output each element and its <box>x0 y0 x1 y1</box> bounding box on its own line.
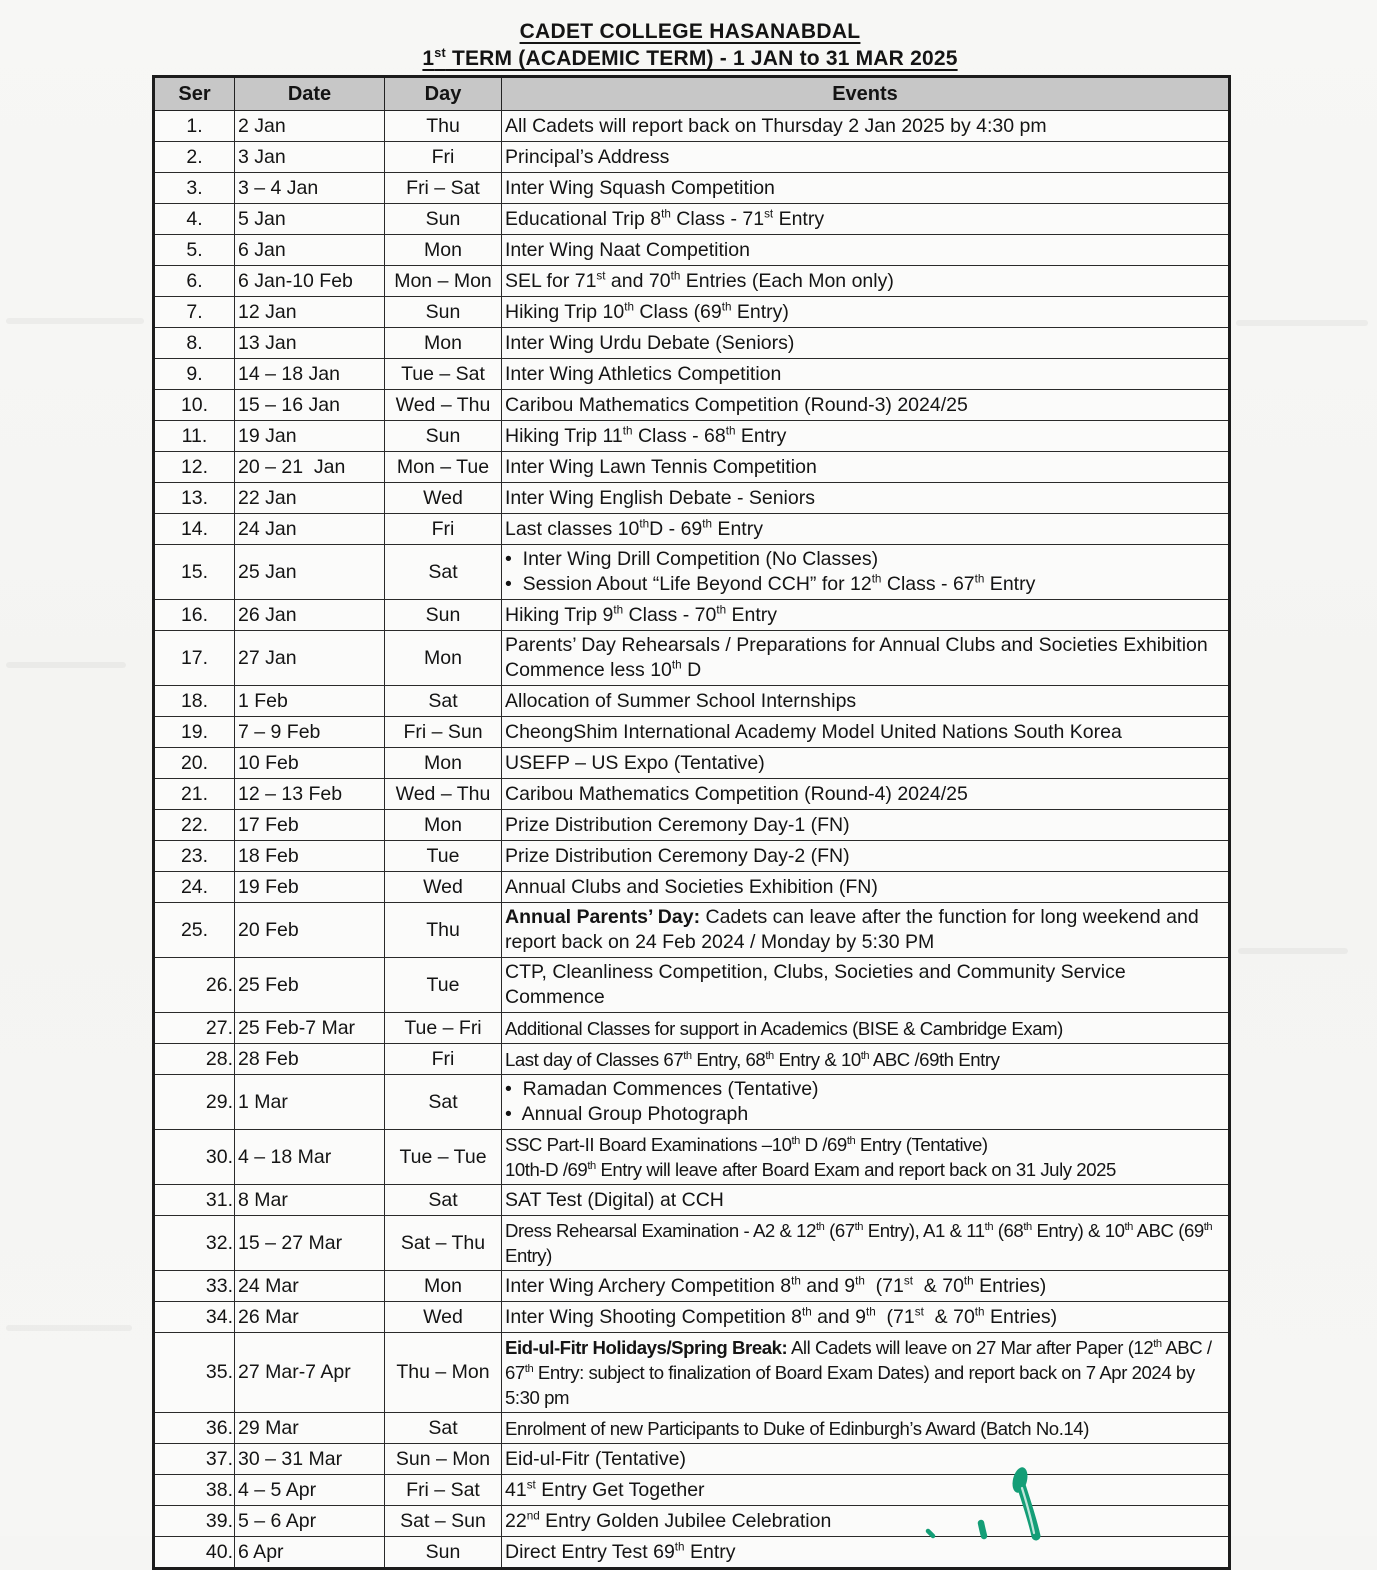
document-header <box>152 20 1228 71</box>
event-cell: Inter Wing Urdu Debate (Seniors) <box>502 328 1230 359</box>
date-cell: 2 Jan <box>235 111 385 142</box>
table-row <box>154 235 1230 266</box>
day-cell: Thu – Mon <box>385 1333 502 1413</box>
event-cell: 22nd Entry Golden Jubilee Celebration <box>502 1506 1230 1537</box>
event-cell: All Cadets will report back on Thursday 2 Jan 2025 by 4:30 pm <box>502 111 1230 142</box>
event-cell: Eid-ul-Fitr Holidays/Spring Break: All Cadets will leave on 27 Mar after Paper (12th ABC / 67th Entry: subject to finalization of Board Exam Dates) and report back on 7 Apr 2024 by 5:30 pm <box>502 1333 1230 1413</box>
date-cell: 6 Apr <box>235 1537 385 1569</box>
ser-cell: 34. <box>154 1302 235 1333</box>
table-row <box>154 1075 1230 1130</box>
event-cell: Annual Parents’ Day: Cadets can leave after the function for long weekend and report back on 24 Feb 2024 / Monday by 5:30 PM <box>502 903 1230 958</box>
event-cell: Hiking Trip 10th Class (69th Entry) <box>502 297 1230 328</box>
date-cell: 10 Feb <box>235 748 385 779</box>
day-cell: Mon – Tue <box>385 452 502 483</box>
event-cell: Enrolment of new Participants to Duke of Edinburgh’s Award (Batch No.14) <box>502 1413 1230 1444</box>
day-cell: Tue – Sat <box>385 359 502 390</box>
ser-cell: 3. <box>154 173 235 204</box>
event-cell: Allocation of Summer School Internships <box>502 686 1230 717</box>
table-row <box>154 452 1230 483</box>
day-cell: Tue – Tue <box>385 1130 502 1185</box>
ser-cell: 20. <box>154 748 235 779</box>
event-cell: Inter Wing Naat Competition <box>502 235 1230 266</box>
date-cell: 7 – 9 Feb <box>235 717 385 748</box>
date-cell: 14 – 18 Jan <box>235 359 385 390</box>
day-cell: Wed <box>385 872 502 903</box>
day-cell: Mon <box>385 810 502 841</box>
event-cell: CTP, Cleanliness Competition, Clubs, Societies and Community Service Commence <box>502 958 1230 1013</box>
day-cell: Sat <box>385 545 502 600</box>
ser-cell: 36. <box>154 1413 235 1444</box>
date-cell: 30 – 31 Mar <box>235 1444 385 1475</box>
ser-cell: 35. <box>154 1333 235 1413</box>
day-cell: Fri <box>385 1044 502 1075</box>
table-row <box>154 111 1230 142</box>
date-cell: 20 – 21 Jan <box>235 452 385 483</box>
date-cell: 28 Feb <box>235 1044 385 1075</box>
event-cell: Inter Wing Archery Competition 8th and 9th (71st & 70th Entries) <box>502 1271 1230 1302</box>
day-cell: Sat – Thu <box>385 1216 502 1271</box>
date-cell: 19 Feb <box>235 872 385 903</box>
event-cell: Eid-ul-Fitr (Tentative) <box>502 1444 1230 1475</box>
table-row <box>154 328 1230 359</box>
event-cell: • Inter Wing Drill Competition (No Classes) • Session About “Life Beyond CCH” for 12th Class - 67th Entry <box>502 545 1230 600</box>
date-cell: 27 Jan <box>235 631 385 686</box>
date-cell: 17 Feb <box>235 810 385 841</box>
day-cell: Sat <box>385 1413 502 1444</box>
ser-cell: 17. <box>154 631 235 686</box>
table-row <box>154 421 1230 452</box>
event-cell: Hiking Trip 11th Class - 68th Entry <box>502 421 1230 452</box>
day-cell: Wed – Thu <box>385 779 502 810</box>
table-row <box>154 686 1230 717</box>
ser-cell: 31. <box>154 1185 235 1216</box>
scan-noise <box>6 318 144 324</box>
event-cell: CheongShim International Academy Model United Nations South Korea <box>502 717 1230 748</box>
signature-ink-stroke <box>900 1455 1090 1536</box>
date-cell: 4 – 5 Apr <box>235 1475 385 1506</box>
ser-cell: 9. <box>154 359 235 390</box>
table-row <box>154 841 1230 872</box>
date-cell: 12 Jan <box>235 297 385 328</box>
day-cell: Fri <box>385 514 502 545</box>
date-cell: 26 Mar <box>235 1302 385 1333</box>
ser-cell: 23. <box>154 841 235 872</box>
day-cell: Sun <box>385 421 502 452</box>
table-row <box>154 545 1230 600</box>
date-cell: 5 – 6 Apr <box>235 1506 385 1537</box>
table-row <box>154 1537 1230 1569</box>
ser-cell: 25. <box>154 903 235 958</box>
event-cell: SSC Part-II Board Examinations –10th D /69th Entry (Tentative) 10th-D /69th Entry will leave after Board Exam and report back on 31 July 2025 <box>502 1130 1230 1185</box>
scan-noise <box>1238 948 1348 954</box>
date-cell: 25 Feb <box>235 958 385 1013</box>
table-row <box>154 1185 1230 1216</box>
event-cell: USEFP – US Expo (Tentative) <box>502 748 1230 779</box>
ser-cell: 39. <box>154 1506 235 1537</box>
event-cell: Annual Clubs and Societies Exhibition (FN) <box>502 872 1230 903</box>
day-cell: Wed – Thu <box>385 390 502 421</box>
day-cell: Sun <box>385 204 502 235</box>
ser-cell: 2. <box>154 142 235 173</box>
date-cell: 25 Feb-7 Mar <box>235 1013 385 1044</box>
ser-cell: 5. <box>154 235 235 266</box>
ser-cell: 14. <box>154 514 235 545</box>
table-row <box>154 297 1230 328</box>
date-cell: 15 – 27 Mar <box>235 1216 385 1271</box>
ser-cell: 18. <box>154 686 235 717</box>
table-row <box>154 1413 1230 1444</box>
day-cell: Tue <box>385 841 502 872</box>
col-header-date: Date <box>235 77 385 111</box>
date-cell: 26 Jan <box>235 600 385 631</box>
ser-cell: 37. <box>154 1444 235 1475</box>
day-cell: Mon <box>385 748 502 779</box>
table-row <box>154 1333 1230 1413</box>
event-cell: Prize Distribution Ceremony Day-2 (FN) <box>502 841 1230 872</box>
event-cell: Last classes 10thD - 69th Entry <box>502 514 1230 545</box>
ser-cell: 24. <box>154 872 235 903</box>
date-cell: 5 Jan <box>235 204 385 235</box>
table-row <box>154 1013 1230 1044</box>
table-row <box>154 142 1230 173</box>
ser-cell: 8. <box>154 328 235 359</box>
table-row <box>154 631 1230 686</box>
event-cell: Inter Wing Shooting Competition 8th and 9th (71st & 70th Entries) <box>502 1302 1230 1333</box>
event-cell: Parents’ Day Rehearsals / Preparations for Annual Clubs and Societies Exhibition Commence less 10th D <box>502 631 1230 686</box>
ser-cell: 26. <box>154 958 235 1013</box>
table-row <box>154 1130 1230 1185</box>
ser-cell: 21. <box>154 779 235 810</box>
table-body <box>154 111 1230 1569</box>
date-cell: 8 Mar <box>235 1185 385 1216</box>
table-row <box>154 600 1230 631</box>
day-cell: Mon <box>385 1271 502 1302</box>
col-header-events: Events <box>502 77 1230 111</box>
date-cell: 13 Jan <box>235 328 385 359</box>
table-row <box>154 483 1230 514</box>
day-cell: Tue <box>385 958 502 1013</box>
table-row <box>154 266 1230 297</box>
ser-cell: 13. <box>154 483 235 514</box>
col-header-day: Day <box>385 77 502 111</box>
event-cell: Additional Classes for support in Academics (BISE & Cambridge Exam) <box>502 1013 1230 1044</box>
ser-cell: 6. <box>154 266 235 297</box>
ser-cell: 28. <box>154 1044 235 1075</box>
day-cell: Sat <box>385 1075 502 1130</box>
date-cell: 29 Mar <box>235 1413 385 1444</box>
day-cell: Sun – Mon <box>385 1444 502 1475</box>
event-cell: Last day of Classes 67th Entry, 68th Entry & 10th ABC /69th Entry <box>502 1044 1230 1075</box>
table-row <box>154 1216 1230 1271</box>
table-row <box>154 390 1230 421</box>
table-row <box>154 173 1230 204</box>
ser-cell: 29. <box>154 1075 235 1130</box>
events-table <box>152 75 1231 1570</box>
scan-noise <box>6 1325 132 1331</box>
ser-cell: 12. <box>154 452 235 483</box>
day-cell: Fri <box>385 142 502 173</box>
day-cell: Fri – Sun <box>385 717 502 748</box>
date-cell: 15 – 16 Jan <box>235 390 385 421</box>
header-row <box>154 77 1230 111</box>
ser-cell: 19. <box>154 717 235 748</box>
scan-noise <box>6 662 126 668</box>
table-row <box>154 1302 1230 1333</box>
day-cell: Sun <box>385 297 502 328</box>
day-cell: Mon <box>385 235 502 266</box>
day-cell: Tue – Fri <box>385 1013 502 1044</box>
event-cell: SEL for 71st and 70th Entries (Each Mon only) <box>502 266 1230 297</box>
day-cell: Wed <box>385 483 502 514</box>
event-cell: Inter Wing Squash Competition <box>502 173 1230 204</box>
table-header <box>154 77 1230 111</box>
ser-cell: 4. <box>154 204 235 235</box>
date-cell: 24 Mar <box>235 1271 385 1302</box>
date-cell: 24 Jan <box>235 514 385 545</box>
date-cell: 25 Jan <box>235 545 385 600</box>
event-cell: • Ramadan Commences (Tentative) • Annual Group Photograph <box>502 1075 1230 1130</box>
ser-cell: 38. <box>154 1475 235 1506</box>
day-cell: Sat <box>385 1185 502 1216</box>
event-cell: Inter Wing Athletics Competition <box>502 359 1230 390</box>
event-cell: Inter Wing Lawn Tennis Competition <box>502 452 1230 483</box>
date-cell: 27 Mar-7 Apr <box>235 1333 385 1413</box>
ser-cell: 22. <box>154 810 235 841</box>
date-cell: 12 – 13 Feb <box>235 779 385 810</box>
date-cell: 20 Feb <box>235 903 385 958</box>
table-row <box>154 1271 1230 1302</box>
ser-cell: 11. <box>154 421 235 452</box>
ser-cell: 15. <box>154 545 235 600</box>
day-cell: Mon <box>385 631 502 686</box>
college-title: CADET COLLEGE HASANABDAL <box>519 20 861 43</box>
ser-cell: 30. <box>154 1130 235 1185</box>
day-cell: Sat – Sun <box>385 1506 502 1537</box>
table-row <box>154 514 1230 545</box>
ser-cell: 27. <box>154 1013 235 1044</box>
day-cell: Thu <box>385 903 502 958</box>
table-row <box>154 872 1230 903</box>
day-cell: Fri – Sat <box>385 173 502 204</box>
event-cell: Educational Trip 8th Class - 71st Entry <box>502 204 1230 235</box>
day-cell: Sun <box>385 600 502 631</box>
table-row <box>154 204 1230 235</box>
table-row <box>154 779 1230 810</box>
table-row <box>154 717 1230 748</box>
date-cell: 19 Jan <box>235 421 385 452</box>
ser-cell: 7. <box>154 297 235 328</box>
day-cell: Mon – Mon <box>385 266 502 297</box>
ser-cell: 40. <box>154 1537 235 1569</box>
event-cell: Principal’s Address <box>502 142 1230 173</box>
event-cell: Caribou Mathematics Competition (Round-3) 2024/25 <box>502 390 1230 421</box>
day-cell: Wed <box>385 1302 502 1333</box>
date-cell: 22 Jan <box>235 483 385 514</box>
ser-cell: 10. <box>154 390 235 421</box>
day-cell: Fri – Sat <box>385 1475 502 1506</box>
event-cell: Direct Entry Test 69th Entry <box>502 1537 1230 1569</box>
event-cell: Caribou Mathematics Competition (Round-4) 2024/25 <box>502 779 1230 810</box>
date-cell: 18 Feb <box>235 841 385 872</box>
event-cell: SAT Test (Digital) at CCH <box>502 1185 1230 1216</box>
event-cell: Hiking Trip 9th Class - 70th Entry <box>502 600 1230 631</box>
day-cell: Sat <box>385 686 502 717</box>
date-cell: 3 Jan <box>235 142 385 173</box>
term-title: 1st TERM (ACADEMIC TERM) - 1 JAN to 31 MAR 2025 <box>422 46 958 70</box>
date-cell: 6 Jan <box>235 235 385 266</box>
date-cell: 3 – 4 Jan <box>235 173 385 204</box>
ser-cell: 33. <box>154 1271 235 1302</box>
table-row <box>154 903 1230 958</box>
scan-noise <box>1236 320 1368 326</box>
table-row <box>154 359 1230 390</box>
date-cell: 1 Feb <box>235 686 385 717</box>
table-row <box>154 748 1230 779</box>
table-row <box>154 1044 1230 1075</box>
date-cell: 4 – 18 Mar <box>235 1130 385 1185</box>
ser-cell: 16. <box>154 600 235 631</box>
day-cell: Sun <box>385 1537 502 1569</box>
event-cell: Inter Wing English Debate - Seniors <box>502 483 1230 514</box>
table-row <box>154 810 1230 841</box>
ser-cell: 32. <box>154 1216 235 1271</box>
col-header-ser: Ser <box>154 77 235 111</box>
event-cell: Dress Rehearsal Examination - A2 & 12th (67th Entry), A1 & 11th (68th Entry) & 10th ABC (69th Entry) <box>502 1216 1230 1271</box>
ser-cell: 1. <box>154 111 235 142</box>
date-cell: 6 Jan-10 Feb <box>235 266 385 297</box>
date-cell: 1 Mar <box>235 1075 385 1130</box>
table-row <box>154 958 1230 1013</box>
day-cell: Thu <box>385 111 502 142</box>
event-cell: Prize Distribution Ceremony Day-1 (FN) <box>502 810 1230 841</box>
event-cell: 41st Entry Get Together <box>502 1475 1230 1506</box>
day-cell: Mon <box>385 328 502 359</box>
